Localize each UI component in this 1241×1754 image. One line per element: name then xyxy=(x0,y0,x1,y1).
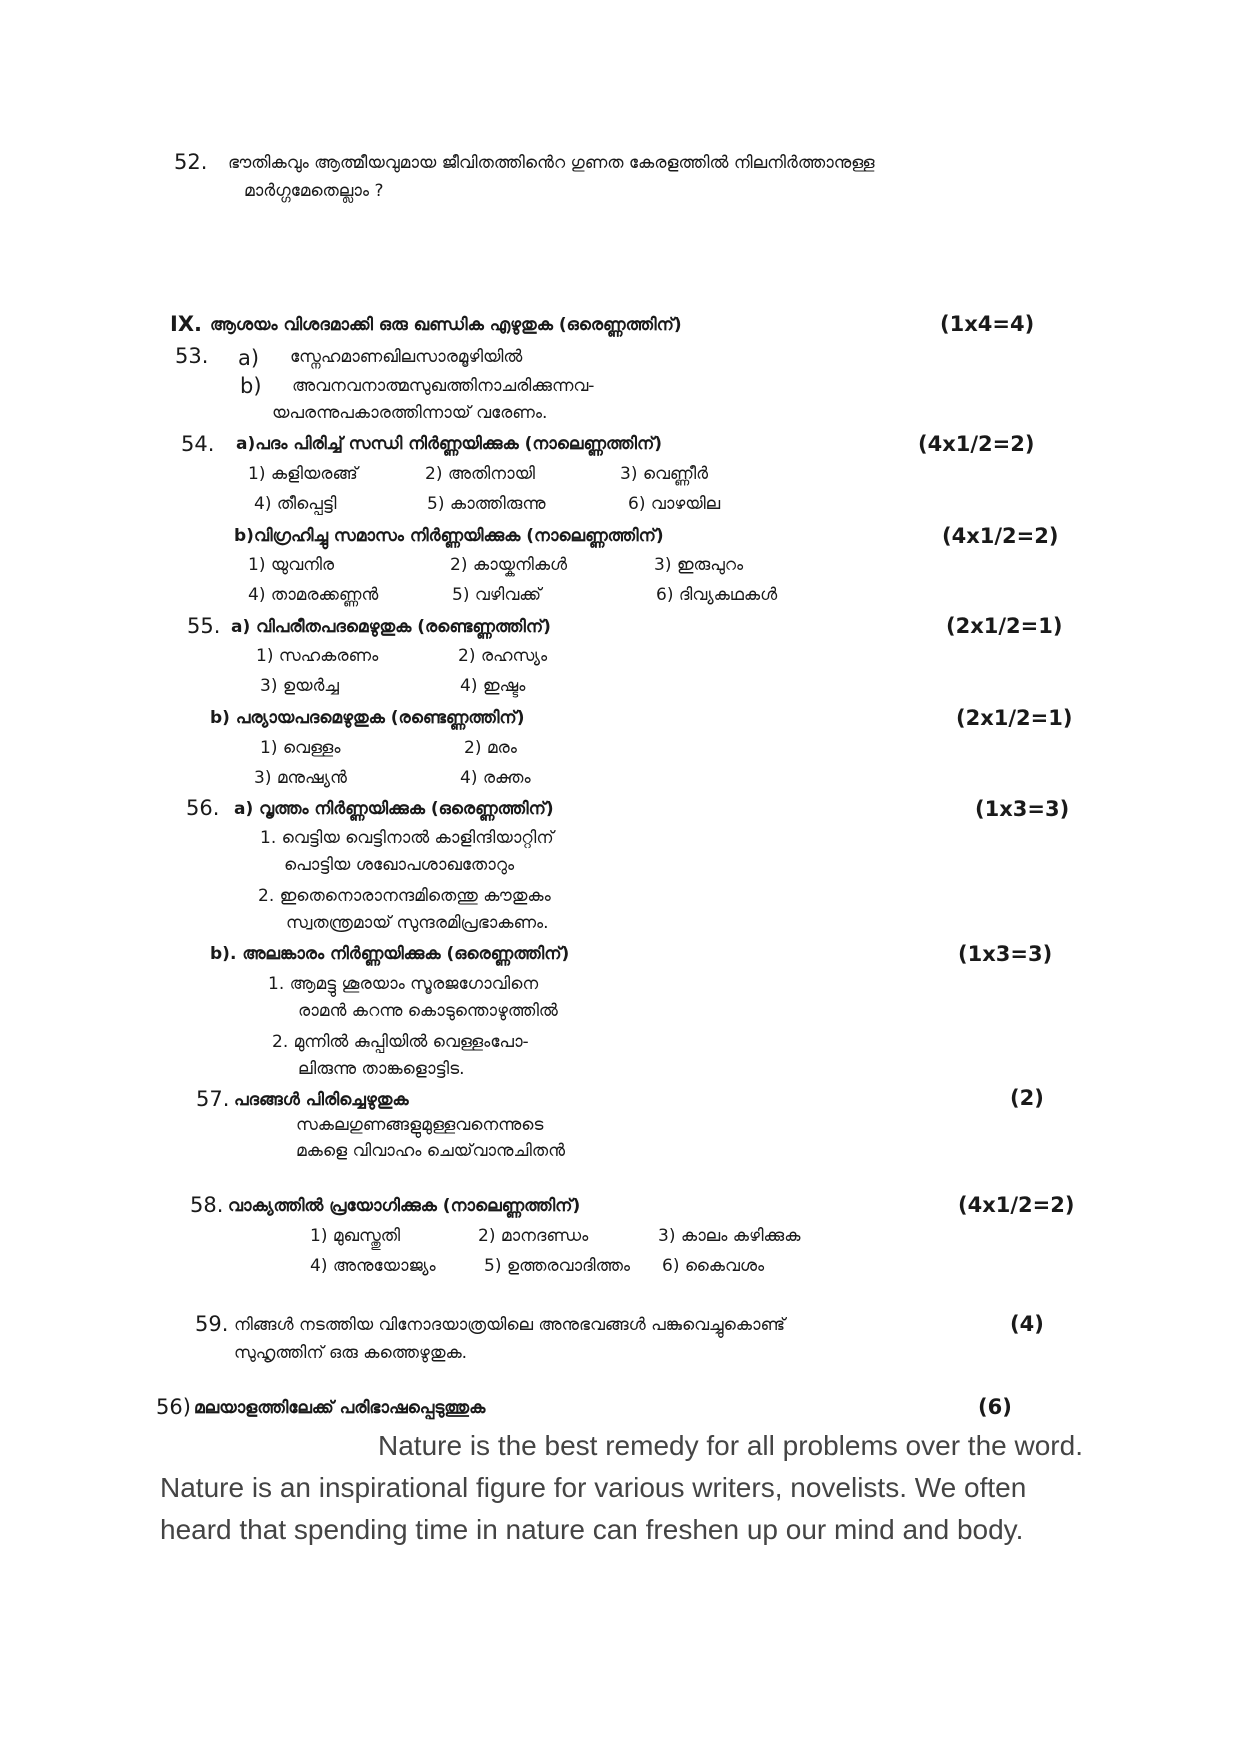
question-number-57: 57. xyxy=(196,1087,230,1111)
q55-b-item: 3) മനുഷ്യൻ xyxy=(254,768,347,788)
q56-b-1-line2: രാമൻ കറന്നു കൊടുന്തൊഴുത്തിൽ xyxy=(298,1001,558,1021)
q56-b-1-line1: 1. ആമട്ടു ശൂരയാം സൂരജഗോവിനെ xyxy=(268,974,539,994)
q54-a-item: 5) കാത്തിരുന്നു xyxy=(427,494,546,514)
q58-marks: (4x1/2=2) xyxy=(958,1193,1075,1217)
question-52-text-line1: ഭൗതികവും ആത്മീയവുമായ ജീവിതത്തിൻെറ ഗുണത കേരളത്തിൽ നിലനിർത്താനുള്ള xyxy=(228,153,875,173)
q55-b-item: 4) രക്തം xyxy=(460,768,531,788)
q55-a-item: 4) ഇഷ്ടം xyxy=(460,676,526,696)
q59-text-line1: നിങ്ങൾ നടത്തിയ വിനോദയാത്രയിലെ അനുഭവങ്ങൾ പങ്കുവെച്ചുകൊണ്ട് xyxy=(234,1315,786,1335)
section-9-marks: (1x4=4) xyxy=(940,312,1035,336)
q58-item: 1) മുഖസ്തുതി xyxy=(310,1226,401,1246)
q54-b-item: 4) താമരക്കണ്ണൻ xyxy=(248,585,379,605)
q55-b-heading: b) പര്യായപദമെഴുതുക (രണ്ടെണ്ണത്തിന്) xyxy=(210,708,525,728)
q55-b-item: 2) മരം xyxy=(464,738,517,758)
q59-text-line2: സുഹൃത്തിന് ഒരു കത്തെഴുതുക. xyxy=(234,1343,468,1363)
section-9-roman: IX. xyxy=(170,312,202,336)
q56-a-1-line2: പൊട്ടിയ ശഖോപശാഖതോറും xyxy=(284,855,515,875)
q53-b-text-line2: യപരന്നുപകാരത്തിന്നായ് വരേണം. xyxy=(272,403,548,423)
q58-item: 5) ഉത്തരവാദിത്തം xyxy=(484,1256,630,1276)
q54-b-item: 3) ഇരുപുറം xyxy=(654,555,744,575)
q56-b-2-line1: 2. മുന്നിൽ കുപ്പിയിൽ വെള്ളംപോ- xyxy=(272,1032,529,1052)
q58-item: 3) കാലം കഴിക്കുക xyxy=(658,1226,801,1246)
q54-b-item: 6) ദിവ്യകഥകൾ xyxy=(656,585,778,605)
q56-a-2-line1: 2. ഇതെനൊരാനന്ദമിതെന്തു കൗതുകം xyxy=(258,886,551,906)
question-number-52: 52. xyxy=(174,150,208,174)
q54-b-marks: (4x1/2=2) xyxy=(942,524,1059,548)
translation-question-number: 56) xyxy=(156,1395,191,1419)
q56-b-heading: b). അലങ്കാരം നിർണ്ണയിക്കുക (ഒരെണ്ണത്തിന്) xyxy=(210,944,570,964)
q58-item: 6) കൈവശം xyxy=(662,1256,765,1276)
q55-b-marks: (2x1/2=1) xyxy=(956,706,1073,730)
question-number-54: 54. xyxy=(181,432,215,456)
section-9-heading: ആശയം വിശദമാക്കി ഒരു ഖണ്ഡിക എഴുതുക (ഒരെണ്ണത്തിന്) xyxy=(210,315,682,335)
q55-b-item: 1) വെള്ളം xyxy=(260,738,341,758)
q54-a-item: 2) അതിനായി xyxy=(425,464,535,484)
q57-marks: (2) xyxy=(1010,1086,1044,1110)
q57-text-line1: സകലഗുണങ്ങളുമുള്ളവനെന്നുടെ xyxy=(296,1115,544,1135)
q54-b-item: 5) വഴിവക്ക് xyxy=(452,585,542,605)
q54-b-item: 2) കായ്കനികൾ xyxy=(450,555,568,575)
q55-a-item: 1) സഹകരണം xyxy=(256,646,379,666)
q57-text-line2: മകളെ വിവാഹം ചെയ്‌വാനുചിതൻ xyxy=(296,1141,565,1161)
question-number-59: 59. xyxy=(195,1312,229,1336)
q56-a-2-line2: സ്വതന്ത്രമായ് സുന്ദരമിപ്രഭാകണം. xyxy=(286,913,549,933)
q54-b-item: 1) യുവനിര xyxy=(248,555,335,575)
q59-marks: (4) xyxy=(1010,1312,1044,1336)
question-number-58: 58. xyxy=(190,1193,224,1217)
q54-a-marks: (4x1/2=2) xyxy=(918,432,1035,456)
q58-heading: വാക്യത്തിൽ പ്രയോഗിക്കുക (നാലെണ്ണത്തിന്) xyxy=(228,1196,581,1216)
q55-a-item: 2) രഹസ്യം xyxy=(458,646,548,666)
q56-b-marks: (1x3=3) xyxy=(958,942,1053,966)
translation-marks: (6) xyxy=(978,1395,1012,1419)
q54-a-item: 1) കളിയരങ്ങ് xyxy=(248,464,358,484)
q53-b-text-line1: അവനവനാത്മസുഖത്തിനാചരിക്കുന്നവ- xyxy=(292,376,595,396)
q53-b-label: b) xyxy=(240,374,262,398)
q54-a-item: 4) തീപ്പെട്ടി xyxy=(254,494,337,514)
q58-item: 4) അനുയോജ്യം xyxy=(310,1256,436,1276)
q58-item: 2) മാനദണ്ഡം xyxy=(478,1226,589,1246)
q55-a-marks: (2x1/2=1) xyxy=(946,614,1063,638)
q56-a-heading: a) വൃത്തം നിർണ്ണയിക്കുക (ഒരെണ്ണത്തിന്) xyxy=(234,799,554,819)
q54-a-heading: a)പദം പിരിച്ച് സന്ധി നിർണ്ണയിക്കുക (നാലെണ്ണത്തിന്) xyxy=(236,434,663,454)
translation-passage-line2: Nature is an inspirational figure for various writers, novelists. We often xyxy=(160,1472,1027,1503)
q53-a-label: a) xyxy=(238,346,260,370)
question-number-55: 55. xyxy=(187,614,221,638)
q57-heading: പദങ്ങൾ പിരിച്ചെഴുതുക xyxy=(234,1090,409,1110)
q55-a-heading: a) വിപരീതപദമെഴുതുക (രണ്ടെണ്ണത്തിന്) xyxy=(231,617,551,637)
question-number-56: 56. xyxy=(186,796,220,820)
question-52-text-line2: മാർഗ്ഗമേതെല്ലാം ? xyxy=(244,181,384,201)
q53-a-text: സ്നേഹമാണഖിലസാരമൂഴിയിൽ xyxy=(290,347,523,367)
q56-a-marks: (1x3=3) xyxy=(975,797,1070,821)
q54-a-item: 6) വാഴയില xyxy=(628,494,721,514)
question-number-53: 53. xyxy=(175,344,209,368)
q56-b-2-line2: ലിരുന്നു താങ്കളൊട്ടിട. xyxy=(298,1059,465,1079)
translation-passage-line1: Nature is the best remedy for all problems over the word. xyxy=(378,1430,1083,1461)
translation-heading: മലയാളത്തിലേക്ക് പരിഭാഷപ്പെടുത്തുക xyxy=(194,1398,486,1418)
q55-a-item: 3) ഉയർച്ച xyxy=(260,676,339,696)
q54-b-heading: b)വിഗ്രഹിച്ചു സമാസം നിർണ്ണയിക്കുക (നാലെണ്ണത്തിന്) xyxy=(234,526,664,546)
q54-a-item: 3) വെണ്ണീർ xyxy=(620,464,709,484)
q56-a-1-line1: 1. വെട്ടിയ വെട്ടിനാൽ കാളിന്ദിയാറ്റിന് xyxy=(260,828,554,848)
translation-passage-line3: heard that spending time in nature can freshen up our mind and body. xyxy=(160,1514,1024,1545)
